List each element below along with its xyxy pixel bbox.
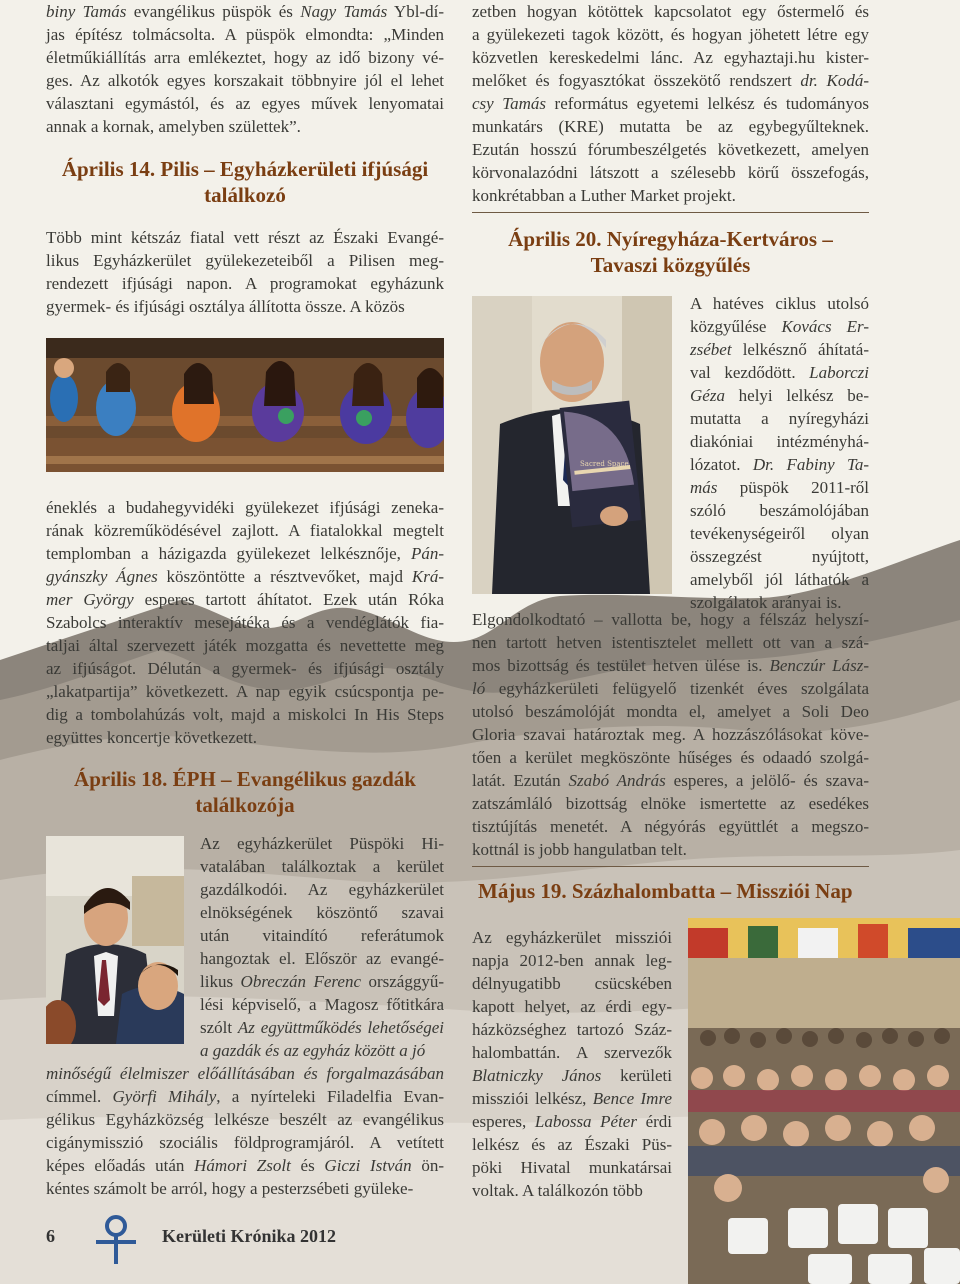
speaker-with-book-photo xyxy=(472,296,672,594)
text-line: után vitaindító referátumok xyxy=(200,926,444,945)
text-line: konkrétabban a Luther Market projekt. xyxy=(472,186,736,205)
text-line: életműkiállítás arra emlékeztet, hogy az idő bizony vé- xyxy=(46,48,444,67)
text-line: délnyugatibb csücskében xyxy=(472,974,672,993)
text-line: gyánszky Ágnes köszöntötte a résztvevőket, majd Krá- xyxy=(46,567,444,586)
farmers-meeting-photo xyxy=(46,836,184,1044)
text-line: latát. Ezután Szabó András esperes, a jelölő- és szava- xyxy=(472,771,869,790)
text-line: más püspök 2011-ről xyxy=(690,478,869,497)
text-line: utolsó beszámolóját mondta el, amelyet a Soli Deo xyxy=(472,702,869,721)
text-line: Az egyházkerület Püspöki Hi- xyxy=(200,834,444,853)
text-line: likus Obreczán Ferenc országgyű- xyxy=(200,972,445,991)
text-line: tően a kerület megköszönte hűséges és odaadó szolgá- xyxy=(472,748,869,767)
text-line: szolgálatok arányai is. xyxy=(690,593,842,612)
text-line: zetben hogyan kötöttek kapcsolatot egy őstermelő és xyxy=(472,2,869,21)
text-line: éneklés a budahegyvidéki gyülekezet ifjúsági zeneka- xyxy=(46,498,444,517)
text-line: házközséghez tartozó Száz- xyxy=(472,1020,672,1039)
text-line: lési képviselő, a Magosz főtitkára xyxy=(200,995,444,1014)
text-line: Április 20. Nyíregyháza-Kertváros – xyxy=(508,227,833,251)
farmers-paragraph-2 xyxy=(46,1062,444,1200)
text-line: esperes, Labossa Péter érdi xyxy=(472,1112,672,1131)
heading-april-18 xyxy=(46,766,444,818)
text-line: Április 18. ÉPH – Evangélikus gazdák xyxy=(74,767,416,791)
publication-title: Kerületi Krónika 2012 xyxy=(162,1226,336,1246)
text-line: mos bizottság és testület hetven ülése is. Benczúr Lász- xyxy=(472,656,869,675)
text-line: elnökségének köszöntő szavai xyxy=(200,903,444,922)
text-line: Ezután hosszú fórumbeszélgetés következett, amelyen xyxy=(472,140,869,159)
text-line: hangoztak el. Először az evangé- xyxy=(200,949,444,968)
text-line: ló egyházkerületi felügyelő tizenkét éves szolgálata xyxy=(472,679,869,698)
text-line: együttes koncertje következett. xyxy=(46,728,257,747)
text-line: melőket és fogyasztókat összekötő rendszert dr. Kodá- xyxy=(472,71,870,90)
text-line: biny Tamás evangélikus püspök és Nagy Tamás Ybl-dí- xyxy=(46,2,445,21)
mission-paragraph-1 xyxy=(472,926,672,1202)
assembly-paragraph-2 xyxy=(472,608,869,861)
text-line: A hatéves ciklus utolsó xyxy=(690,294,869,313)
ankh-cross-icon xyxy=(90,1214,142,1264)
text-line: Az egyházkerület missziói xyxy=(472,928,672,947)
text-line: diakóniai intézményhá- xyxy=(690,432,869,451)
text-line: amelyből jól láthatók a xyxy=(690,570,869,589)
text-line: Elgondolkodtató – vallotta be, hogy a félszáz helyszí- xyxy=(472,610,869,629)
text-line: dig a tombolahúzás volt, majd a miskolci In His Steps xyxy=(46,705,444,724)
text-line: gazdálkodói. Az egyházkerület xyxy=(200,880,444,899)
text-line: mutatta a nyíregyházi xyxy=(690,409,869,428)
text-line: tevékenységeiről olyan xyxy=(690,524,869,543)
section-divider-2 xyxy=(472,866,869,867)
text-line: Május 19. Százhalombatta – Missziói Nap xyxy=(478,879,853,903)
text-line: összegzést nyújtott, xyxy=(690,547,869,566)
text-line: rendezett ifjúsági napon. A programokat egyházunk xyxy=(46,274,444,293)
text-line: lelkész és az Északi Püs- xyxy=(472,1135,672,1154)
heading-april-20 xyxy=(472,226,869,278)
text-line: kapott helyet, az érdi egy- xyxy=(472,997,672,1016)
heading-april-14 xyxy=(46,156,444,208)
text-line: nen tartott hetven istentisztelet mellett ott van a szá- xyxy=(472,633,869,652)
text-line: pöki Hivatal munkatársai xyxy=(472,1158,672,1177)
text-line: képes előadás után Hámori Zsolt és Giczi István ön- xyxy=(46,1156,444,1175)
text-line: cigánymisszió szociális földprogramjáról. A vetített xyxy=(46,1133,444,1152)
text-line: gélikus Egyházközség lelkésze beszélt az evangélikus xyxy=(46,1110,444,1129)
text-line: szóló beszámolójában xyxy=(690,501,869,520)
text-line: taljai által szervezett játék mozgatta és nevettette meg xyxy=(46,636,444,655)
text-line: közgyűlése Kovács Er- xyxy=(690,317,869,336)
text-line: közvetlen kereskedelmi lánc. Az egyhaztaji.hu kister- xyxy=(472,48,869,67)
text-line: vatalában találkoztak a kerület xyxy=(200,857,444,876)
text-line: halombattán. A szervezők xyxy=(472,1043,672,1062)
text-line: minőségű élelmiszer előállításában és forgalmazásában xyxy=(46,1064,444,1083)
text-line: szólt Az együttműködés lehetőségei xyxy=(200,1018,444,1037)
text-line: voltak. A találkozón több xyxy=(472,1181,643,1200)
farmers-paragraph-1 xyxy=(200,832,444,1062)
text-line: ges. Az alkotók egyes korszakait többnyire jól el lehet xyxy=(46,71,444,90)
text-line: Április 14. Pilis – Egyházkerületi ifjúsági xyxy=(61,157,429,181)
section-divider-1 xyxy=(472,212,869,213)
text-line: „lakatpartija” következett. A nap egyik csúcspontja pe- xyxy=(46,682,444,701)
text-line: Blatniczky János kerületi xyxy=(472,1066,673,1085)
text-line: csy Tamás református egyetemi lelkész és tudományos xyxy=(472,94,869,113)
text-line: templomban a házigazda gyülekezet lelkésznője, Pán- xyxy=(46,544,444,563)
page-footer xyxy=(46,1214,446,1264)
farmers-paragraph-3 xyxy=(472,0,869,207)
text-line: munkatárs (KRE) mutatta be az egybegyűlteknek. xyxy=(472,117,869,136)
text-line: Gloria szavai határoztak meg. A hozzászólásokat köve- xyxy=(472,725,869,744)
text-line: címmel. Györfi Mihály, a nyírteleki Filadelfia Evan- xyxy=(46,1087,444,1106)
text-line: kottnál is jobb hangulatban telt. xyxy=(472,840,687,859)
text-line: rának közreműködésével zajlott. A fiatalokkal megtelt xyxy=(46,521,444,540)
text-line: Géza helyi lelkész be- xyxy=(690,386,869,405)
book-cover-title: Sacred Space xyxy=(580,460,629,468)
text-line: Tavaszi közgyűlés xyxy=(590,253,751,277)
text-line: lózatot. Dr. Fabiny Ta- xyxy=(690,455,870,474)
text-line: napja 2012-ben annak leg- xyxy=(472,951,672,970)
text-line: a gazdák és az egyház között a jó xyxy=(200,1041,426,1060)
text-line: kéntes számolt be arról, hogy a pesterzsébeti gyüleke- xyxy=(46,1179,414,1198)
text-line: zsébet lelkésznő áhítatá- xyxy=(690,340,869,359)
pilis-paragraph-1 xyxy=(46,226,444,318)
assembly-paragraph-1 xyxy=(690,292,869,614)
text-line: missziói lelkész, Bence Imre xyxy=(472,1089,672,1108)
mission-day-audience-photo xyxy=(688,918,960,1284)
text-line: találkozója xyxy=(195,793,295,817)
text-line: Több mint kétszáz fiatal vett részt az Északi Evangé- xyxy=(46,228,444,247)
heading-may-19 xyxy=(472,878,875,904)
text-line: a gyülekezeti tagok között, és hogyan jöhetett létre egy xyxy=(472,25,869,44)
text-line: körvonalazódni látszott a szélesebb körű összefogás, xyxy=(472,163,869,182)
text-line: val kezdődött. Laborczi xyxy=(690,363,869,382)
intro-paragraph xyxy=(46,0,444,138)
youth-photo xyxy=(46,338,444,472)
text-line: mer György esperes tartott áhítatot. Ezek után Róka xyxy=(46,590,444,609)
pilis-paragraph-2 xyxy=(46,496,444,749)
text-line: gyermek- és ifjúsági osztálya állította össze. A közös xyxy=(46,297,405,316)
text-line: tisztújítás menetét. A négyórás együttlét a megszo- xyxy=(472,817,869,836)
text-line: jas építész tolmácsolta. A püspök elmondta: „Minden xyxy=(46,25,444,44)
text-line: találkozó xyxy=(204,183,286,207)
text-line: zatszámláló bizottság elnöke ismertette az esedékes xyxy=(472,794,869,813)
text-line: az ifjúságot. Délután a gyermek- és ifjúsági osztály xyxy=(46,659,444,678)
page-number: 6 xyxy=(46,1226,55,1246)
text-line: választani egymástól, és az egyes művek lenyomatai xyxy=(46,94,444,113)
text-line: likus Egyházkerület gyülekezeteiből a Pilisen meg- xyxy=(46,251,444,270)
text-line: annak a kornak, amelyben születtek”. xyxy=(46,117,301,136)
text-line: Szabolcs interaktív mesejátéka és a vendéglátók fia- xyxy=(46,613,444,632)
